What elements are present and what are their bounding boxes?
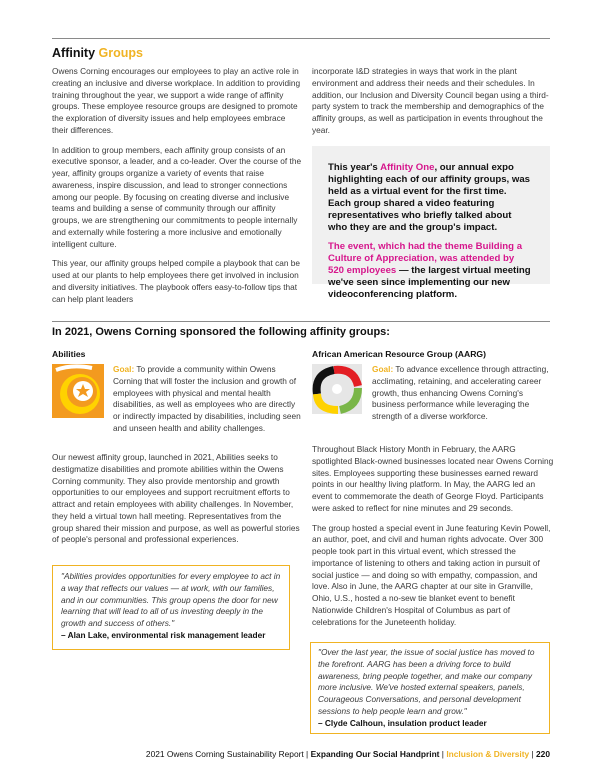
callout-b1: The event, which had the theme Building a Culture of Appreciation, was attended by 520 employees: [328, 240, 523, 276]
intro-right-column: [312, 66, 552, 137]
quote-attribution: – Clyde Calhoun, insulation product leader: [318, 717, 487, 728]
aarg-paragraph-1: Throughout Black History Month in February, the AARG spotlighted Black-owned businesses located near Owens Corning sites. Employees supporting these businesses earned reward points in our healthy living platform. In May, the AARG led an event to commemorate the death of George Floyd. Participants were asked to reflect for nine minutes and 29 seconds.: [312, 444, 554, 513]
intro-left-column: [52, 66, 302, 305]
aarg-quote-box: [310, 642, 550, 734]
callout-a3: , our annual expo highlighting each of our affinity groups, was held as a virtual event for the first time. Each group shared a video featuring representatives who briefly talked about who they are and the group's impact.: [328, 162, 531, 234]
intro-paragraph-3: This year, our affinity groups helped compile a playbook that can be used at our plants to help employees there get involved in inclusion and diversity initiatives. The playbook offers easy-to-follow tips that can help plant leaders: [52, 258, 300, 304]
title-part2: Groups: [98, 46, 143, 60]
abilities-heading: Abilities: [52, 349, 86, 359]
intro-paragraph-4: incorporate I&D strategies in ways that work in the plant environment and address their needs and their schedules. In addition, our Inclusion and Diversity Council began using a third-party system to track the membership and demographics of the affinity groups, as well as participation in events throughout the year.: [312, 66, 549, 135]
abilities-body: [52, 452, 304, 546]
aarg-goal: [372, 364, 552, 423]
footer-subsection[interactable]: Inclusion & Diversity: [446, 749, 530, 759]
callout-highlight: Affinity One: [380, 162, 435, 173]
aarg-paragraph-2: The group hosted a special event in June featuring Kevin Powell, an author, poet, and civil and human rights advocate. Over 300 people took part in this virtual event, which stressed the importance of listening to others and taking action in pursuit of social justice — and doing so with empathy, compassion, and love. Also in June, the AARG chapter at our site in Granville, Ohio, U.S., hosted a no-sew tie blanket event to benefit Nationwide Children's Hospital of Columbus as part of celebrations for the Juneteenth holiday.: [312, 522, 551, 627]
callout-text-1: [328, 162, 532, 235]
goal-label: Goal:: [372, 364, 394, 374]
page-footer: [146, 749, 550, 759]
footer-sep: |: [529, 749, 537, 759]
aarg-logo-icon: [312, 364, 362, 414]
page-number: 220: [536, 749, 550, 759]
abilities-quote-box: [52, 565, 290, 650]
abilities-paragraph: Our newest affinity group, launched in 2021, Abilities seeks to destigmatize disabilities and promote abilities within the Owens Corning community. They also provide mentorship and growth opportunities to our employees and support recruitment efforts to attract and retain employees with ability challenges. In November, they held a virtual town hall meeting. Representatives from the group shared their mission and purpose, as well as powerful stories of people's personal and professional experiences.: [52, 452, 300, 545]
footer-sep: |: [303, 749, 311, 759]
footer-report: 2021 Owens Corning Sustainability Report: [145, 749, 304, 759]
abilities-logo-icon: [52, 364, 104, 418]
goal-text: To advance excellence through attracting, acclimating, retaining, and accelerating career growth, thus enhancing Owens Corning's business performance while leveraging the strength of a diverse workforce.: [372, 364, 549, 421]
aarg-heading: African American Resource Group (AARG): [312, 349, 486, 359]
goal-text: To provide a community within Owens Corning that will foster the inclusion and growth of employees with physical and mental health disabilities, as well as employees who are directly or indirectly impacted by disabilities, including seen and unseen health and ability challenges.: [113, 364, 301, 433]
footer-sep: |: [439, 749, 447, 759]
quote-attribution: – Alan Lake, environmental risk management leader: [61, 629, 266, 640]
title-part1: Affinity: [52, 46, 96, 60]
aarg-body: [312, 444, 554, 628]
top-divider: [52, 38, 550, 39]
intro-paragraph-1: Owens Corning encourages our employees to play an active role in creating an inclusive and diverse workplace. In addition to providing training throughout the year, we support a wide range of affinity groups. These employee resource groups are designed to promote the exploration of diversity issues and help employees embrace their differences.: [52, 66, 301, 135]
affinity-one-callout: [312, 146, 550, 300]
quote-text: "Over the last year, the issue of social justice has moved to the forefront. AARG has been a driving force to build awareness, bring people together, and make our company more inclusive. We've hosted external speakers, panels, Courageous Conversations, and personal development sessions to help people learn and grow.": [318, 647, 535, 716]
callout-text-2: [328, 241, 532, 301]
callout-a1: This year's: [328, 162, 381, 173]
section-divider: [52, 321, 550, 322]
footer-section[interactable]: Expanding Our Social Handprint: [310, 749, 440, 759]
callout-b2: — the largest virtual meeting we've seen since implementing our new videoconferencing platform.: [328, 264, 531, 300]
quote-text: "Abilities provides opportunities for every employee to act in a way that reflects our values — at work, with our families, and in our communities. This group opens the door for new learning that will lead to all of us investing deeply in the growth and success of others.": [61, 571, 281, 628]
page-title: [52, 46, 143, 60]
abilities-goal: [113, 364, 303, 435]
goal-label: Goal:: [113, 364, 135, 374]
intro-paragraph-2: In addition to group members, each affinity group consists of an executive sponsor, a leader, and a co-leader. Over the course of the year, affinity groups organize a variety of events that raise awareness, inspire discussion, and lead to stronger connections among our people. By focusing on creating diverse and inclusive teams and building a sense of community through our affinity groups, we are strengthening our commitments to people internally and externally while fostering a more inclusive and emotionally intelligent culture.: [52, 144, 302, 249]
sponsored-heading: In 2021, Owens Corning sponsored the following affinity groups:: [52, 326, 390, 338]
